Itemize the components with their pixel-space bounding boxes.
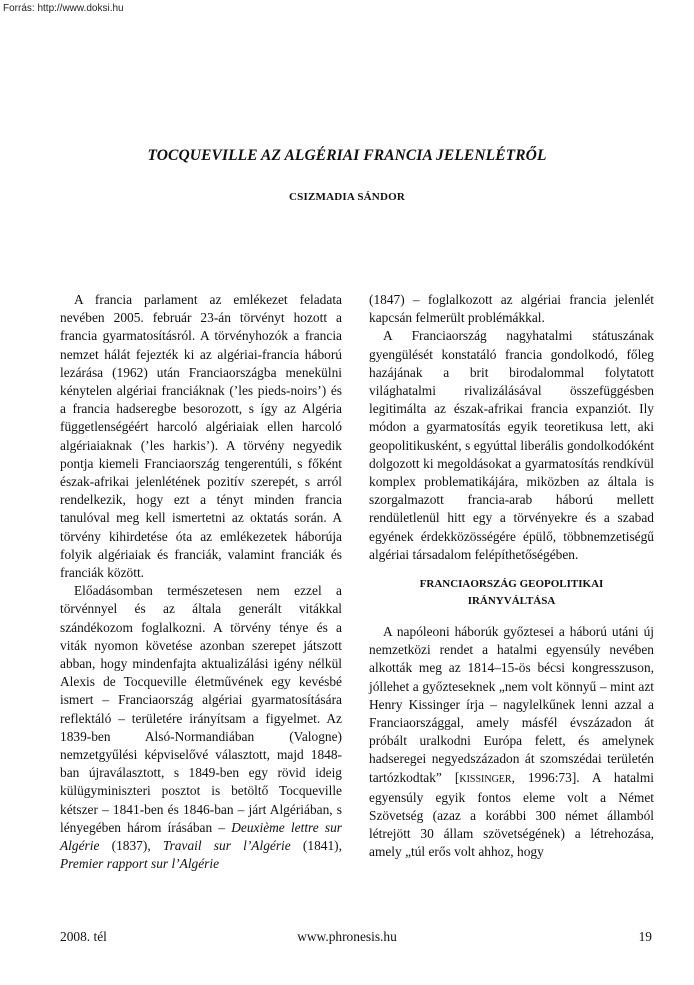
article-author: CSIZMADIA SÁNDOR bbox=[289, 191, 405, 203]
work-year: (1841), bbox=[290, 838, 342, 854]
citation-author: KISSINGER bbox=[459, 773, 512, 785]
paragraph: A francia parlament az emlékezet feladata nevében 2005. február 23-án törvényt hozott a francia gyarmatosításról. A törvényhozók a francia nemzet hálát fejezték ki az algériai-francia háború lezárása (1962) után Franciaországba menekülni kénytelen algériai franciáknak (’les pieds-noirs’) és a francia hadseregbe besorozott, s így az Algéria függetlenségéért harcoló algériaiak ellen harcoló algériaiaknak (’les harkis’). A törvény negyedik pontja kiemeli Franciaország tengerentúli, s főként észak-afrikai jelenlétének pozitív szerepét, s arról rendelkezik, hogy ezt a tényt minden francia tanulóval meg kell ismertetni az oktatás során. A törvény kihirdetése óta az emlékezetek háborúja folyik algériaiak és franciák, valamint franciák és franciák között. bbox=[60, 292, 342, 581]
section-heading bbox=[369, 576, 654, 610]
right-column bbox=[369, 291, 654, 862]
footer-page-number: 19 bbox=[638, 929, 652, 944]
work-title: Premier rapport sur l’Algérie bbox=[60, 856, 220, 872]
paragraph-text: , 1996:73]. A hatalmi egyensúly egyik fontos eleme volt a Német Szövetség (azaz a korábbi 300 német államból létrejött 30 állam szövetségének) a létrehozása, amely „túl erős volt ahhoz, hogy bbox=[369, 769, 654, 860]
footer-website: www.phronesis.hu bbox=[297, 929, 397, 944]
section-heading-line: FRANCIAORSZÁG GEOPOLITIKAI bbox=[419, 578, 604, 591]
work-title: Travail sur l’Algérie bbox=[162, 838, 291, 854]
work-title: Deuxième lettre sur Algérie bbox=[60, 819, 342, 854]
paragraph: A Franciaország nagyhatalmi státuszának gyengülését konstatáló francia gondolkodó, főleg hazájának a brit birodalommal folytatott világhatalmi rivalizálásával összefüggésben legitimálta az észak-afrikai francia expanziót. Ily módon a gyarmatosítás egyik teoretikusa lett, aki geopolitikusként, s egyúttal liberális gondolkodóként dolgozott ki megoldásokat a gyarmatosítás rendkívül komplex problematikájára, miközben az általa is szorgalmazott francia-arab háború mellett rendületlenül hitt egy a törvényekre és a szabad egyének érdekközösségére épülő, többnemzetiségű algériai társadalom felépíthetőségében. bbox=[369, 328, 654, 562]
source-watermark: Forrás: http://www.doksi.hu bbox=[3, 3, 124, 14]
paragraph bbox=[60, 582, 342, 873]
left-column bbox=[60, 291, 342, 874]
section-heading-line: IRÁNYVÁLTÁSA bbox=[467, 595, 556, 608]
paragraph: (1847) – foglalkozott az algériai francia jelenlét kapcsán felmerült problémákkal. bbox=[369, 292, 654, 326]
footer-issue: 2008. tél bbox=[60, 929, 107, 944]
paragraph-text: Előadásomban természetesen nem ezzel a törvénnyel és az általa generált vitákkal szándékozom foglalkozni. A törvény ténye és a viták nyomon követése azonban szerepet játszott abban, hogy mindenfajta aktualizálási igény nélkül Alexis de Tocqueville életművének egy kevésbé ismert – Franciaország algériai gyarmatosítására reflektáló – területére irányítsam a figyelmet. Az 1839-ben Alsó-Normandiában (Valogne) nemzetgyűlési képviselővé választott, majd 1848-ban újraválasztott, s 1849-ben egy rövid ideig külügyminiszteri posztot is betöltő Tocqueville kétszer – 1841-ben és 1846-ban – járt Algériában, s lényegében három írásában – bbox=[60, 583, 342, 835]
work-year: (1837), bbox=[99, 838, 163, 854]
paragraph bbox=[369, 623, 654, 862]
article-title: TOCQUEVILLE AZ ALGÉRIAI FRANCIA JELENLÉTRŐL bbox=[147, 147, 547, 164]
paragraph-text: A napóleoni háborúk győztesei a háború utáni új nemzetközi rendet a hatalmi egyensúly nevében alkották meg az 1814–15-ös bécsi kongresszuson, jóllehet a győzteseknek „nem volt könnyű – mint azt Henry Kissinger írja – nagylelkűnek lenni azzal a Franciaországgal, amely másfél évszázadon át próbált uralkodni Európa felett, és amelynek hadseregei negyedszázadon át szomszédai területén tartózkodtak” [ bbox=[369, 624, 654, 785]
